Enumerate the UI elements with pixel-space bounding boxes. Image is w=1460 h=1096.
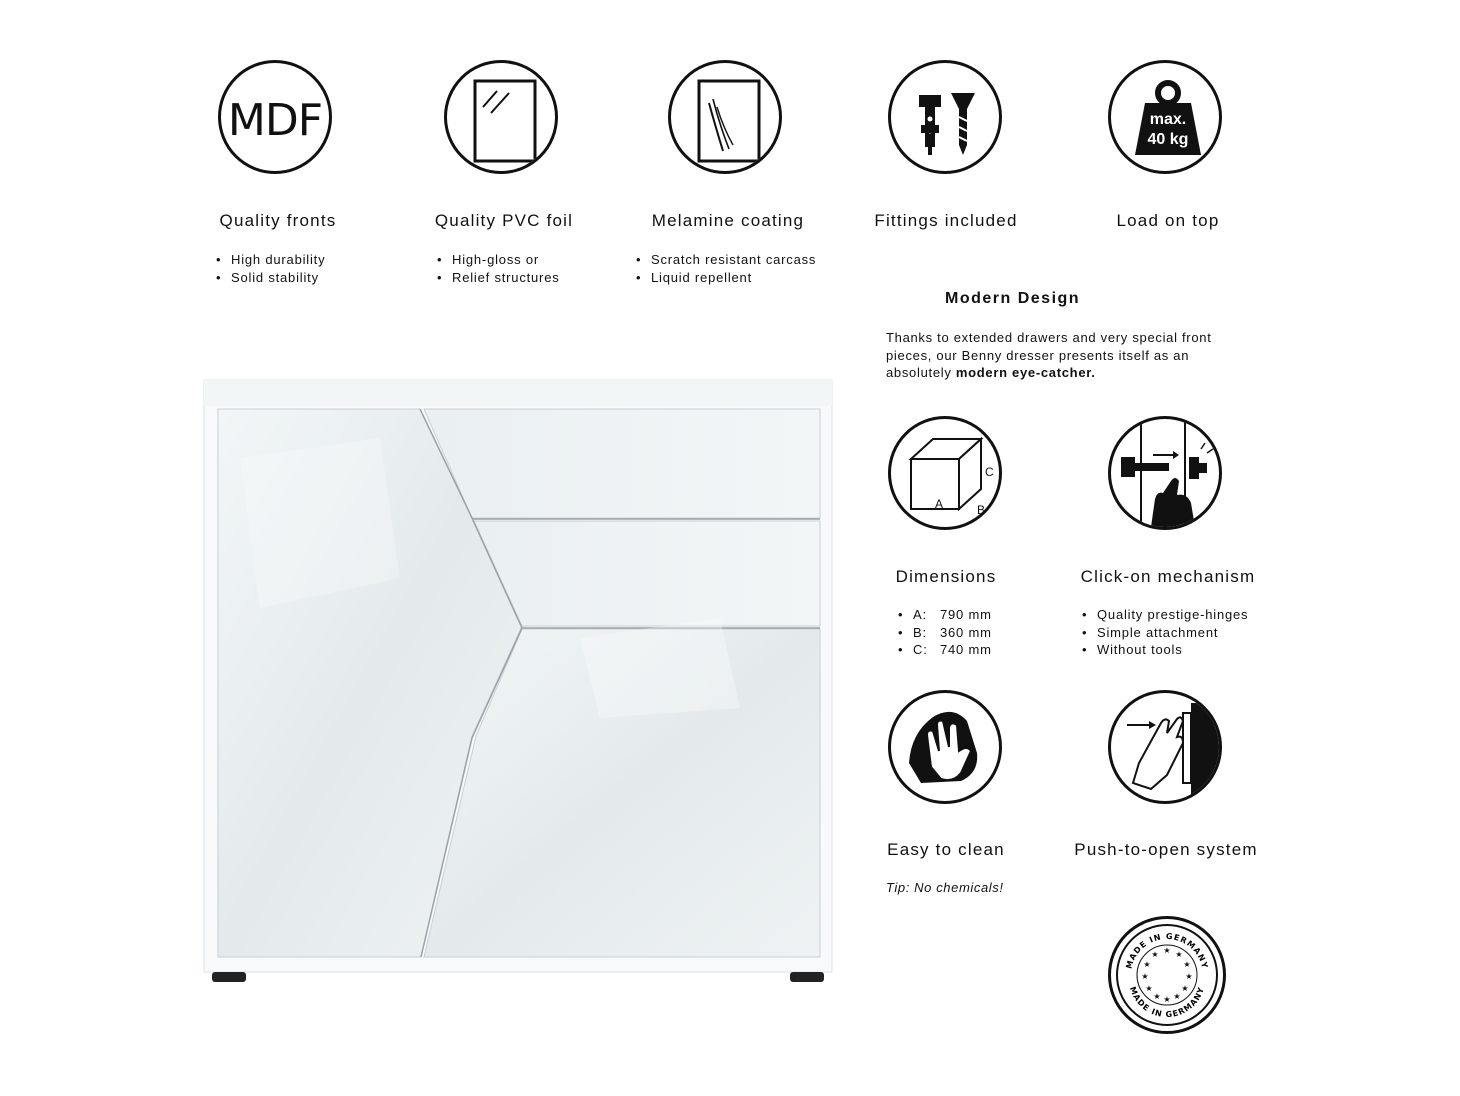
dresser-image — [200, 378, 836, 986]
weight-icon — [1108, 60, 1222, 174]
feature-bullets-quality-fronts — [216, 251, 325, 286]
feature-bullets-melamine-coating — [636, 251, 816, 286]
svg-text:★: ★ — [1163, 995, 1171, 1004]
list-item — [898, 606, 992, 624]
feature-title-click-on-mechanism: Click-on mechanism — [1080, 567, 1256, 586]
svg-text:★: ★ — [1153, 992, 1161, 1001]
dimension-key: B: — [913, 624, 927, 640]
list-item: • Relief structures — [437, 269, 560, 287]
modern-design-text-bold: modern eye-catcher — [955, 365, 1092, 380]
glossy-panel-icon — [444, 60, 558, 174]
svg-text:★: ★ — [1145, 984, 1153, 993]
dimension-label-a: A — [935, 497, 944, 511]
modern-design-title: Modern Design — [945, 290, 1081, 307]
feature-title-dimensions: Dimensions — [895, 567, 997, 586]
weight-icon-text-kg: 40 kg — [1147, 131, 1189, 148]
feature-bullets-quality-pvc-foil — [437, 251, 560, 286]
dimension-label-b: B — [977, 503, 986, 517]
svg-text:★: ★ — [1141, 972, 1149, 981]
feature-title-fittings-included: Fittings included — [874, 211, 1018, 230]
feature-title-quality-pvc-foil: Quality PVC foil — [434, 211, 574, 230]
svg-text:★: ★ — [1185, 972, 1193, 981]
mdf-icon-text: MDF — [227, 95, 323, 146]
list-item: • High durability — [216, 251, 325, 269]
dimension-label-c: C — [985, 465, 994, 479]
modern-design-text — [886, 329, 1231, 382]
weight-icon-text-max: max. — [1149, 111, 1187, 128]
feature-title-quality-fronts: Quality fronts — [219, 211, 337, 230]
modern-design-text-end: . — [1091, 365, 1096, 380]
list-item: • Solid stability — [216, 269, 325, 287]
svg-text:★: ★ — [1151, 950, 1159, 959]
cleaning-cloth-icon — [888, 690, 1002, 804]
list-item — [898, 624, 992, 642]
click-on-hinge-icon — [1108, 416, 1222, 530]
svg-text:★: ★ — [1183, 960, 1191, 969]
list-item: • Without tools — [1082, 641, 1248, 659]
dimension-value: 740 mm — [940, 642, 992, 657]
feature-title-push-to-open: Push-to-open system — [1074, 840, 1258, 859]
feature-title-load-on-top: Load on top — [1116, 211, 1220, 230]
dimension-value: 790 mm — [940, 607, 992, 622]
dimension-key: A: — [913, 607, 927, 622]
dimensions-list — [898, 606, 992, 659]
list-item — [898, 641, 992, 659]
feature-title-melamine-coating: Melamine coating — [651, 211, 805, 230]
list-item: • Quality prestige-hinges — [1082, 606, 1248, 624]
svg-text:★: ★ — [1143, 960, 1151, 969]
dimension-key: C: — [913, 642, 928, 657]
seal-text-bottom-path: MADE IN GERMANY — [1127, 985, 1207, 1020]
list-item: • Simple attachment — [1082, 624, 1248, 642]
hinge-screw-icon — [888, 60, 1002, 174]
list-item: • Liquid repellent — [636, 269, 816, 287]
list-item: • Scratch resistant carcass — [636, 251, 816, 269]
dimensions-box-icon — [888, 416, 1002, 530]
svg-text:★: ★ — [1173, 992, 1181, 1001]
mdf-icon — [218, 60, 332, 174]
svg-text:★: ★ — [1163, 946, 1171, 955]
click-on-bullets — [1082, 606, 1248, 659]
feature-title-easy-to-clean: Easy to clean — [887, 840, 1005, 859]
made-in-germany-seal — [1108, 916, 1226, 1034]
modern-design-text-part: Thanks to extended drawers and very special front pieces, our Benny dresser presents itself as an absolutely — [886, 330, 1212, 380]
svg-text:★: ★ — [1175, 950, 1183, 959]
scratched-panel-icon — [668, 60, 782, 174]
dimension-value: 360 mm — [940, 624, 992, 640]
easy-clean-tip: Tip: No chemicals! — [886, 880, 1004, 895]
svg-text:★: ★ — [1181, 984, 1189, 993]
push-to-open-icon — [1108, 690, 1222, 804]
seal-text-top-path: MADE IN GERMANY — [1124, 931, 1210, 970]
list-item: • High-gloss or — [437, 251, 560, 269]
